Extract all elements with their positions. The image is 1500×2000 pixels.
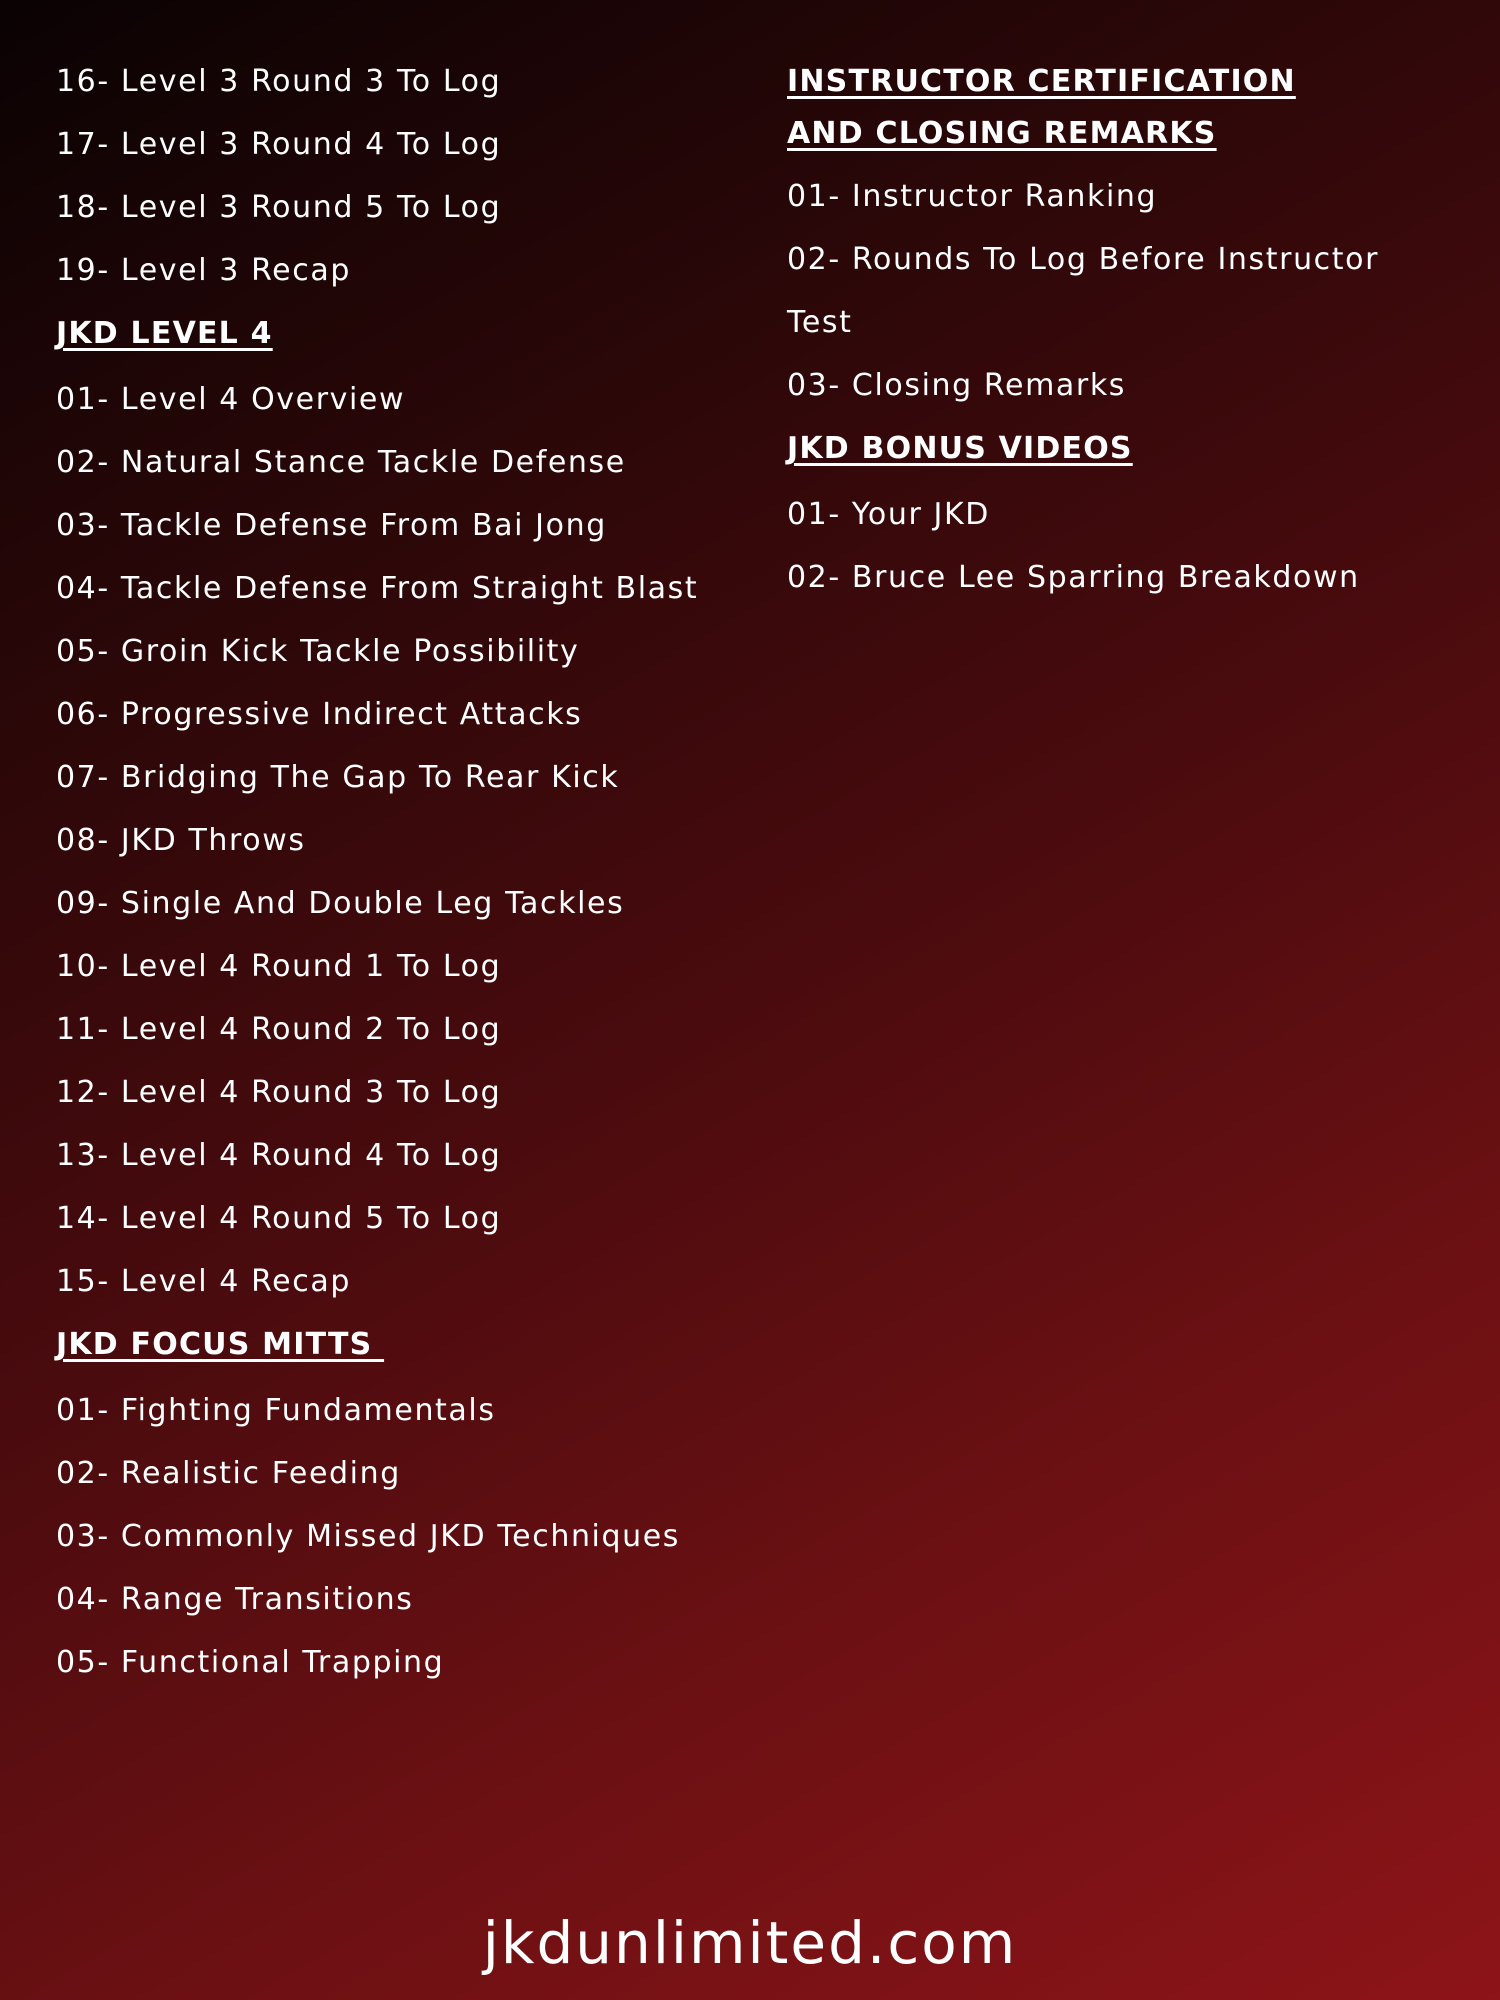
left-column bbox=[56, 62, 756, 1706]
list-item: 05- Groin Kick Tackle Possibility bbox=[56, 634, 580, 669]
list-item: 03- Closing Remarks bbox=[787, 368, 1127, 403]
list-item: 03- Commonly Missed JKD Techniques bbox=[56, 1519, 681, 1554]
heading-line: AND CLOSING REMARKS bbox=[787, 116, 1217, 151]
list-item: 02- Natural Stance Tackle Defense bbox=[56, 445, 626, 480]
section-heading-jkd-focus-mitts: JKD FOCUS MITTS bbox=[56, 1327, 385, 1362]
list-item: 16- Level 3 Round 3 To Log bbox=[56, 64, 502, 99]
list-item: 04- Tackle Defense From Straight Blast bbox=[56, 571, 699, 606]
list-item: 02- Realistic Feeding bbox=[56, 1456, 401, 1491]
list-item: 19- Level 3 Recap bbox=[56, 253, 351, 288]
list-item: 17- Level 3 Round 4 To Log bbox=[56, 127, 502, 162]
section-heading-jkd-level-4: JKD LEVEL 4 bbox=[56, 316, 273, 351]
list-item: 08- JKD Throws bbox=[56, 823, 306, 858]
section-heading-instructor-certification bbox=[787, 56, 1467, 160]
heading-line: INSTRUCTOR CERTIFICATION bbox=[787, 64, 1296, 99]
list-item: 18- Level 3 Round 5 To Log bbox=[56, 190, 502, 225]
list-item: 12- Level 4 Round 3 To Log bbox=[56, 1075, 502, 1110]
list-item bbox=[787, 240, 1467, 343]
list-item: 15- Level 4 Recap bbox=[56, 1264, 351, 1299]
list-item: 02- Bruce Lee Sparring Breakdown bbox=[787, 560, 1360, 595]
list-item: 04- Range Transitions bbox=[56, 1582, 414, 1617]
footer-website: jkdunlimited.com bbox=[482, 1909, 1018, 1977]
list-item: 01- Instructor Ranking bbox=[787, 179, 1158, 214]
list-item-continuation: Test bbox=[787, 305, 853, 340]
list-item: 11- Level 4 Round 2 To Log bbox=[56, 1012, 502, 1047]
list-item: 09- Single And Double Leg Tackles bbox=[56, 886, 625, 921]
list-item: 03- Tackle Defense From Bai Jong bbox=[56, 508, 607, 543]
list-item: 13- Level 4 Round 4 To Log bbox=[56, 1138, 502, 1173]
right-column bbox=[787, 62, 1467, 621]
list-item: 01- Your JKD bbox=[787, 497, 990, 532]
section-heading-jkd-bonus-videos: JKD BONUS VIDEOS bbox=[787, 431, 1133, 466]
list-item: 01- Fighting Fundamentals bbox=[56, 1393, 496, 1428]
list-item: 10- Level 4 Round 1 To Log bbox=[56, 949, 502, 984]
list-item-line: 02- Rounds To Log Before Instructor bbox=[787, 242, 1380, 277]
list-item: 05- Functional Trapping bbox=[56, 1645, 445, 1680]
list-item: 14- Level 4 Round 5 To Log bbox=[56, 1201, 502, 1236]
list-item: 01- Level 4 Overview bbox=[56, 382, 406, 417]
list-item: 07- Bridging The Gap To Rear Kick bbox=[56, 760, 620, 795]
list-item: 06- Progressive Indirect Attacks bbox=[56, 697, 583, 732]
